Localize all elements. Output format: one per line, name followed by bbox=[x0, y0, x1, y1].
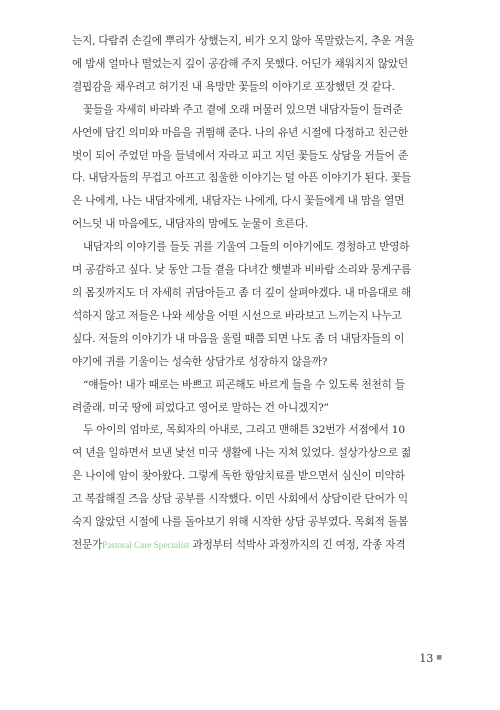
text-line: 꽃들을 자세히 바라봐 주고 곁에 오래 머물러 있으면 내담자들이 들려준 bbox=[83, 103, 403, 116]
text-line: 석하지 않고 저들은 나와 세상을 어떤 시선으로 바라보고 느끼는지 나누고 bbox=[72, 309, 402, 322]
page-footer bbox=[419, 652, 442, 665]
paragraph bbox=[72, 374, 442, 420]
text-fragment: 과정부터 석박사 과정까지의 긴 여정, 각종 자격 bbox=[189, 538, 406, 551]
paragraph bbox=[72, 419, 442, 556]
text-line: 두 아이의 엄마로, 목회자의 아내로, 그리고 맨해튼 32번가 서점에서 10 bbox=[83, 424, 405, 437]
body-text bbox=[72, 30, 442, 557]
text-line: 는지, 다람쥐 손길에 뿌리가 상했는지, 비가 오지 않아 목말랐는지, 추운 겨울 bbox=[72, 35, 415, 47]
text-line: 어느덧 내 마음에도, 내담자의 맘에도 눈물이 흐른다. bbox=[72, 218, 309, 231]
text-line: 내담자의 이야기를 들듯 귀를 기울여 그들의 이야기에도 경청하고 반영하 bbox=[83, 241, 410, 254]
paragraph bbox=[72, 30, 442, 99]
text-line: 결핍감을 채우려고 허기진 내 욕망만 꽃들의 이야기로 포장했던 것 같다. bbox=[72, 80, 395, 93]
text-line: 여 년을 일하면서 보낸 낯선 미국 생활에 나는 지쳐 있었다. 설상가상으로 젊 bbox=[72, 447, 412, 460]
text-line bbox=[72, 534, 442, 557]
text-line: 숙지 않았던 시절에 나를 돌아보기 위해 시작한 상담 공부였다. 목회적 돌봄 bbox=[72, 516, 408, 529]
page-number: 13 bbox=[419, 652, 434, 665]
folio-square-icon: ■ bbox=[436, 654, 442, 661]
english-term: Pastoral Care Specialist bbox=[102, 539, 190, 550]
text-line: “얘들아! 내가 때로는 바쁘고 피곤해도 바르게 들을 수 있도록 천천히 들 bbox=[83, 378, 405, 391]
text-line: 려줄래. 미국 땅에 피었다고 영어로 말하는 건 아니겠지?” bbox=[72, 401, 329, 414]
text-line: 은 나에게, 나는 내담자에게, 내담자는 나에게, 다시 꽃들에게 내 맘을 열면 bbox=[72, 195, 405, 208]
text-line: 벗이 되어 주었던 마을 들녘에서 자라고 피고 지던 꽃들도 상담을 거들어 준 bbox=[72, 149, 408, 162]
text-fragment: 전문가 bbox=[72, 538, 103, 551]
text-line: 야기에 귀를 기울이는 성숙한 상담가로 성장하지 않을까? bbox=[72, 355, 328, 368]
text-line: 의 몸짓까지도 더 자세히 귀담아듣고 좀 더 깊이 살펴야겠다. 내 마음대로 해 bbox=[72, 286, 412, 299]
text-line: 싶다. 저들의 이야기가 내 마음을 울릴 때쯤 되면 나도 좀 더 내담자들의 이 bbox=[72, 332, 405, 345]
text-line: 며 공감하고 싶다. 낮 동안 그들 곁을 다녀간 햇볕과 비바람 소리와 뭉게구름 bbox=[72, 264, 412, 277]
text-line: 사연에 담긴 의미와 마음을 귀띔해 준다. 나의 유년 시절에 다정하고 친근한 bbox=[72, 126, 408, 139]
text-line: 에 밤새 얼마나 떨었는지 깊이 공감해 주지 못했다. 어딘가 채워지지 않았던 bbox=[72, 57, 408, 70]
text-line: 은 나이에 암이 찾아왔다. 그렇게 독한 항암치료를 받으면서 심신이 미약하 bbox=[72, 470, 405, 483]
text-line: 고 복잡해질 즈음 상담 공부를 시작했다. 이민 사회에서 상담이란 단어가 익 bbox=[72, 493, 408, 506]
paragraph bbox=[72, 99, 442, 236]
text-line: 다. 내담자들의 무겁고 아프고 침울한 이야기는 덜 아픈 이야기가 된다. 꽃들 bbox=[72, 172, 412, 185]
paragraph bbox=[72, 236, 442, 373]
